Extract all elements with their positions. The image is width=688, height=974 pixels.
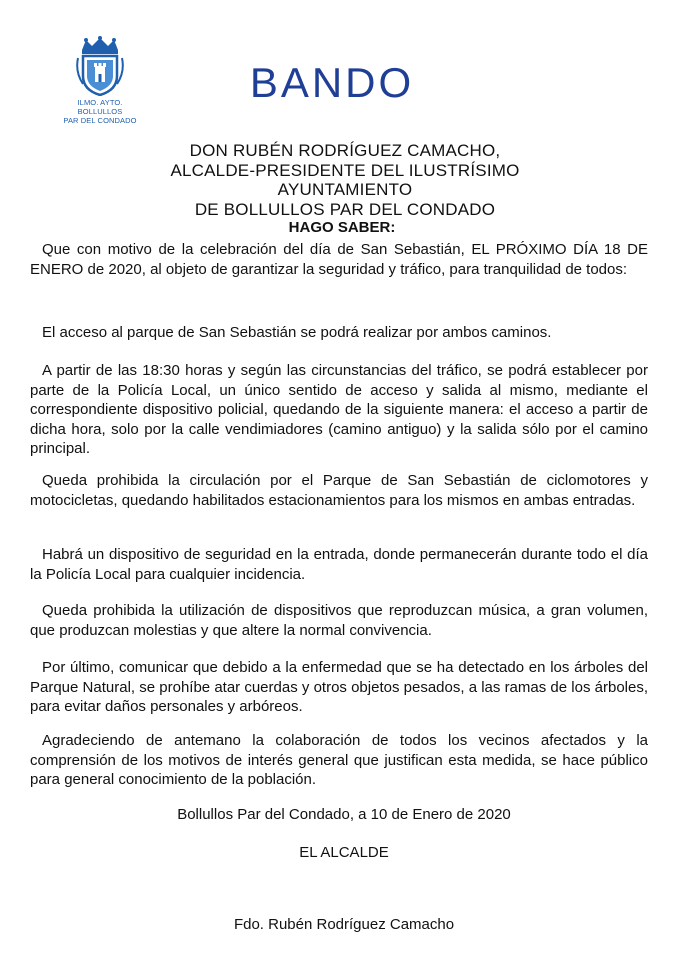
logo-caption-line2: PAR DEL CONDADO	[63, 116, 137, 125]
hago-saber-heading: HAGO SABER:	[288, 219, 396, 236]
signature-line: Fdo. Rubén Rodríguez Camacho	[233, 916, 455, 933]
issuer-name: DON RUBÉN RODRÍGUEZ CAMACHO,	[189, 141, 501, 160]
coat-of-arms-icon	[74, 36, 126, 96]
paragraph-intro: Que con motivo de la celebración del día de San Sebastián, EL PRÓXIMO DÍA 18 DE ENERO de 2020, al objeto de garantizar la seguridad y tráfico, para tranquilidad de todos:	[30, 241, 648, 278]
signer-title: EL ALCALDE	[299, 844, 389, 861]
issuer-position: ALCALDE-PRESIDENTE DEL ILUSTRÍSIMO AYUNTAMIENTO	[170, 160, 520, 199]
paragraph-trees: Por último, comunicar que debido a la enfermedad que se ha detectado en los árboles del Parque Natural, se prohíbe atar cuerdas y otros objetos pesados, a las ramas de los árboles, para evitar daños personales y arbóreos.	[30, 659, 648, 715]
paragraph-music-prohibition: Queda prohibida la utilización de dispositivos que reproduzcan música, a gran volumen, que produzcan molestias y que altere la normal convivencia.	[30, 602, 648, 639]
paragraph-security: Habrá un dispositivo de seguridad en la entrada, donde permanecerán durante todo el día la Policía Local para cualquier incidencia.	[30, 546, 648, 583]
place-and-date: Bollullos Par del Condado, a 10 de Enero de 2020	[177, 806, 511, 823]
paragraph-access: El acceso al parque de San Sebastián se podrá realizar por ambos caminos.	[42, 324, 552, 341]
logo-caption	[55, 98, 145, 125]
paragraph-traffic-direction: A partir de las 18:30 horas y según las circunstancias del tráfico, se podrá establecer por parte de la Policía Local, un único sentido de acceso y salida al mismo, mediante el correspondiente dispositivo policial, quedando de la siguiente manera: el acceso a partir de dicha hora, solo por la calle vendimiadores (camino antiguo) y la salida sólo por el camino principal.	[30, 362, 648, 457]
document-title: BANDO	[249, 59, 415, 106]
logo-caption-line1: ILMO. AYTO. BOLLULLOS	[77, 98, 123, 116]
paragraph-vehicle-prohibition: Queda prohibida la circulación por el Parque de San Sebastián de ciclomotores y motocicletas, quedando habilitados estacionamientos para los mismos en ambas entradas.	[30, 472, 648, 509]
municipal-coat-of-arms-logo	[55, 36, 145, 124]
issuer-header	[130, 141, 560, 219]
paragraph-closing: Agradeciendo de antemano la colaboración de todos los vecinos afectados y la comprensión de los motivos de interés general que justifican esta medida, se hace público para general conocimiento de la población.	[30, 732, 648, 788]
issuer-municipality: DE BOLLULLOS PAR DEL CONDADO	[194, 199, 496, 219]
